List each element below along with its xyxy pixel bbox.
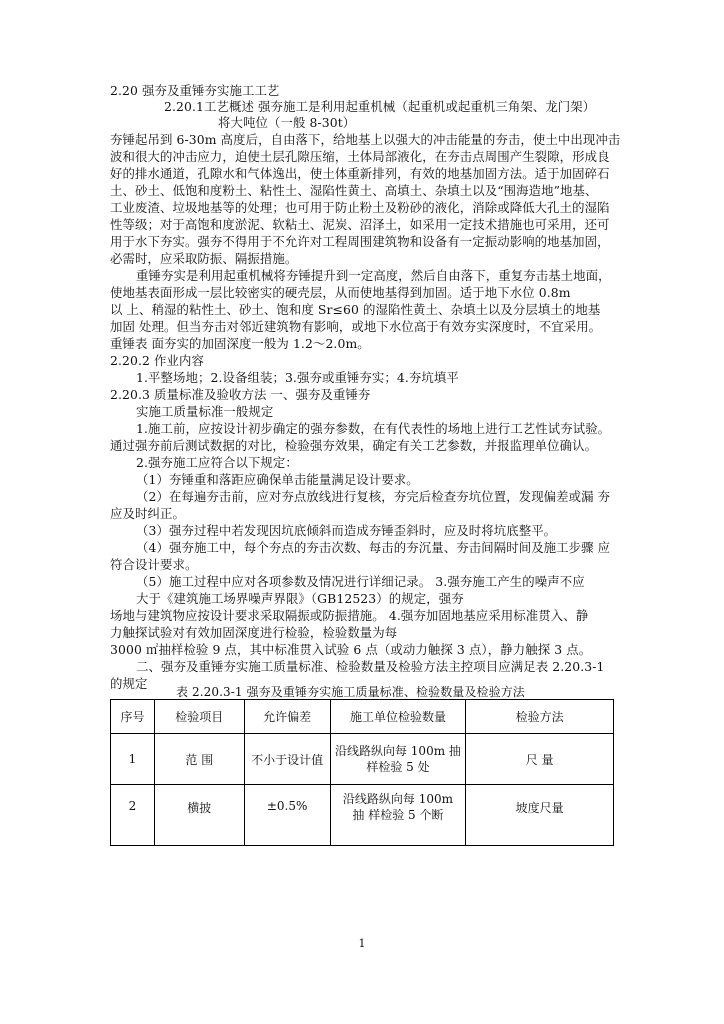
page-number: 1 — [358, 937, 366, 950]
rule-item-1: （1）夯锤重和落距应确保单击能量满足设计要求。 — [136, 472, 419, 487]
col-header-quantity: 施工单位检验数量 — [330, 700, 466, 734]
rule-item-4-cont: 符合设计要求。 — [110, 557, 198, 572]
cell-index: 2 — [111, 785, 155, 846]
quality-table — [110, 699, 614, 846]
cell-quantity-line-2: 样检验 5 处 — [366, 760, 430, 774]
text-line: 场地与建筑物应按设计要求采取隔振或防振措施。 4.强夯加固地基应采用标准贯入、静 — [110, 608, 589, 623]
text-line: 通过强夯前后测试数据的对比，检验强夯效果，确定有关工艺参数，并报监理单位确认。 — [110, 438, 598, 453]
col-header-method: 检验方法 — [466, 700, 614, 734]
work-heading: 2.20.2 作业内容 — [110, 353, 205, 368]
text-line: 波和很大的冲击应力，迫使土层孔隙压缩，土体局部液化，在夯击点周围产生裂隙，形成良 — [110, 149, 610, 164]
text-line: 工业废渣、垃圾地基等的处理；也可用于防止粉土及粉砂的液化，消除或降低大孔土的湿陷 — [110, 200, 610, 215]
text-line: 重锤夯实是利用起重机械将夯锤提升到一定高度，然后自由落下，重复夯击基土地面， — [136, 268, 611, 283]
rule-item-2-cont: 应及时纠正。 — [110, 506, 185, 521]
rule-title: 2.强夯施工应符合以下规定： — [136, 455, 298, 470]
text-line: 必需时，应采取防振、隔振措施。 — [110, 251, 298, 266]
cell-quantity — [330, 785, 466, 846]
rule-item-2: （2）在每遍夯击前，应对夯点放线进行复核，夯完后检查夯坑位置，发现偏差或漏 夯 — [136, 489, 611, 504]
text-line: 土、砂土、低饱和度粉土、粘性土、湿陷性黄土、高填土、杂填土以及“围海造地”地基、 — [110, 183, 598, 198]
overview-line-2: 将大吨位（一般 8-30t） — [218, 115, 356, 130]
table-row — [111, 785, 614, 846]
text-line: 夯锤起吊到 6-30m 高度后，自由落下，给地基上以强大的冲击能量的夯击，使土中出现冲击 — [110, 132, 621, 147]
work-items: 1.平整场地；2.设备组装；3.强夯或重锤夯实；4.夯坑填平 — [136, 370, 459, 385]
cell-tolerance: ±0.5% — [244, 785, 330, 846]
text-line: 好的排水通道，孔隙水和气体逸出，使土体重新排列，有效的地基加固方法。适于加固碎石 — [110, 166, 610, 181]
cell-item: 横披 — [154, 785, 244, 846]
text-line: 3000 ㎡抽样检验 9 点，其中标准贯入试验 6 点（或动力触探 3 点），静力触探 3 点。 — [110, 642, 592, 657]
table-header-row — [111, 700, 614, 734]
noise-line: 大于《建筑施工场界噪声界限》（GB12523）的规定，强夯 — [136, 591, 464, 606]
col-header-index: 序号 — [111, 700, 155, 734]
rule-item-5: （5）施工过程中应对各项参数及情况进行详细记录。 3.强夯施工产生的噪声不应 — [136, 574, 585, 589]
text-line: 力触探试验对有效加固深度进行检验，检验数量为每 — [110, 625, 398, 640]
cell-method: 坡度尺量 — [466, 785, 614, 846]
text-line: 使地基表面形成一层比较密实的硬壳层，从而使地基得到加固。适于地下水位 0.8m — [110, 285, 571, 300]
col-header-item: 检验项目 — [154, 700, 244, 734]
section-heading: 2.20 强夯及重锤夯实施工工艺 — [110, 83, 280, 98]
rule-item-3: （3）强夯过程中若发现因坑底倾斜而造成夯锤歪斜时，应及时将坑底整平。 — [136, 523, 557, 538]
cell-quantity-line-1: 沿线路纵向每 100m 抽 — [334, 744, 461, 758]
cell-tolerance: 不小于设计值 — [244, 734, 330, 785]
text-line: 的规定 — [110, 676, 148, 691]
cell-quantity — [330, 734, 466, 785]
rule-item-4: （4）强夯施工中，每个夯点的夯击次数、每击的夯沉量、夯击间隔时间及施工步骤 应 — [136, 540, 611, 555]
text-line: 二、强夯及重锤夯实施工质量标准、检验数量及检验方法主控项目应满足表 2.20.3-1 — [136, 659, 605, 674]
cell-index: 1 — [111, 734, 155, 785]
cell-quantity-line-1: 沿线路纵向每 100m — [342, 792, 453, 806]
text-line: 加固 处理。但当夯击对邻近建筑物有影响，或地下水位高于有效夯实深度时，不宜采用。 — [110, 319, 602, 334]
cell-method: 尺 量 — [466, 734, 614, 785]
cell-quantity-line-2: 抽 样检验 5 个断 — [352, 808, 444, 822]
text-line: 用于水下夯实。强夯不得用于不允许对工程周围建筑物和设备有一定振动影响的地基加固， — [110, 234, 610, 249]
table-caption: 表 2.20.3-1 强夯及重锤夯实施工质量标准、检验数量及检验方法 — [176, 685, 525, 699]
overview-line-1: 2.20.1工艺概述 强夯施工是利用起重机械（起重机或起重机三角架、龙门架） — [164, 99, 596, 114]
col-header-tolerance: 允许偏差 — [244, 700, 330, 734]
text-line: 1.施工前，应按设计初步确定的强夯参数，在有代表性的场地上进行工艺性试夯试验。 — [136, 421, 611, 436]
text-line: 性等级；对于高饱和度淤泥、软粘土、泥炭、沼泽土，如采用一定技术措施也可采用，还可 — [110, 217, 610, 232]
text-line: 重锤表 面夯实的加固深度一般为 1.2～2.0m。 — [110, 336, 370, 351]
text-line: 以 上、稍湿的粘性土、砂土、饱和度 Sr≤60 的湿陷性黄土、杂填土以及分层填土的地基 — [110, 302, 601, 317]
table-row — [111, 734, 614, 785]
quality-subheading: 实施工质量标准一般规定 — [136, 404, 274, 419]
cell-item: 范 围 — [154, 734, 244, 785]
quality-heading: 2.20.3 质量标准及验收方法 一、强夯及重锤夯 — [110, 387, 371, 402]
